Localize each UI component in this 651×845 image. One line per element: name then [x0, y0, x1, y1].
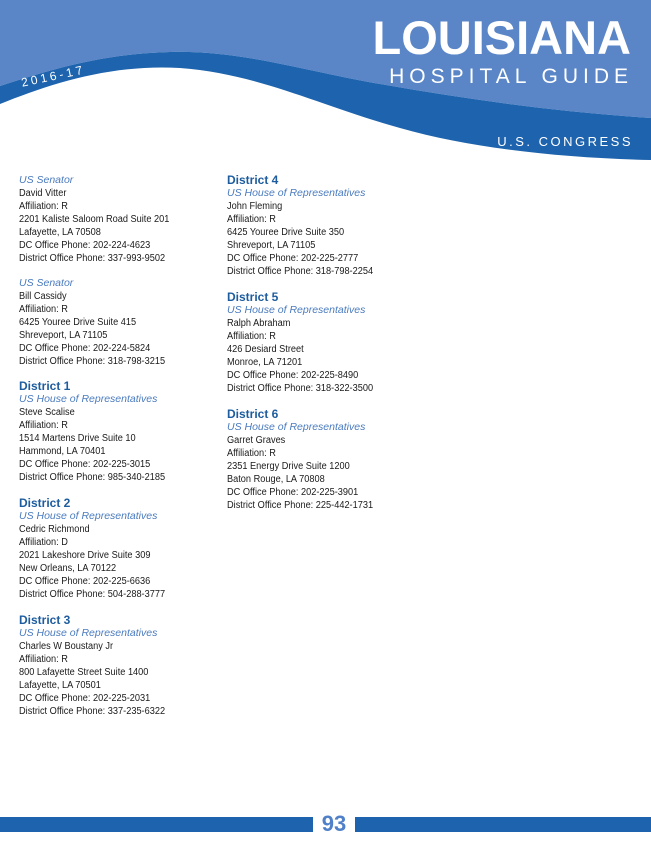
- contact-line: DC Office Phone: 202-224-5824: [19, 343, 151, 354]
- contact-line: 800 Lafayette Street Suite 1400: [19, 667, 149, 678]
- representative-entry: [19, 174, 219, 265]
- district-heading: District 6: [227, 407, 279, 421]
- contact-line: Bill Cassidy: [19, 291, 67, 302]
- contact-line: 2201 Kaliste Saloom Road Suite 201: [19, 214, 170, 225]
- representative-entry: [19, 277, 219, 368]
- contact-line: DC Office Phone: 202-225-3901: [227, 487, 359, 498]
- role-label: US House of Representatives: [227, 304, 366, 316]
- contact-line: Monroe, LA 71201: [227, 357, 303, 368]
- representative-entry: [227, 174, 427, 278]
- role-label: US Senator: [19, 174, 74, 186]
- left-column: [19, 174, 219, 731]
- footer-bar-right: [355, 817, 651, 832]
- section-label: U.S. CONGRESS: [497, 134, 633, 149]
- contact-line: District Office Phone: 318-322-3500: [227, 383, 374, 394]
- contact-line: DC Office Phone: 202-225-8490: [227, 370, 359, 381]
- contact-line: Charles W Boustany Jr: [19, 641, 114, 652]
- contact-line: 426 Desiard Street: [227, 344, 304, 355]
- role-label: US House of Representatives: [19, 510, 158, 522]
- guide-title: LOUISIANA: [372, 11, 631, 64]
- contact-line: DC Office Phone: 202-225-6636: [19, 576, 151, 587]
- role-label: US Senator: [19, 277, 74, 289]
- contact-line: Steve Scalise: [19, 407, 75, 418]
- contact-line: Ralph Abraham: [227, 318, 291, 329]
- contact-line: Garret Graves: [227, 435, 286, 446]
- contact-line: Shreveport, LA 71105: [19, 330, 108, 341]
- representative-entry: [227, 291, 427, 395]
- contact-line: Lafayette, LA 70508: [19, 227, 101, 238]
- district-heading: District 3: [19, 613, 71, 627]
- contact-line: Baton Rouge, LA 70808: [227, 474, 325, 485]
- contact-line: District Office Phone: 225-442-1731: [227, 500, 374, 511]
- edition-year: 2016-17: [20, 62, 87, 90]
- contact-line: 2351 Energy Drive Suite 1200: [227, 461, 350, 472]
- contact-line: Affiliation: R: [227, 331, 276, 342]
- contact-line: DC Office Phone: 202-225-3015: [19, 459, 151, 470]
- representative-entry: [19, 497, 219, 601]
- contact-line: Affiliation: R: [19, 420, 68, 431]
- contact-line: District Office Phone: 985-340-2185: [19, 472, 166, 483]
- contact-line: District Office Phone: 337-235-6322: [19, 706, 166, 717]
- footer-bar-left: [0, 817, 313, 832]
- contact-line: 6425 Youree Drive Suite 415: [19, 317, 137, 328]
- contact-line: 2021 Lakeshore Drive Suite 309: [19, 550, 151, 561]
- contact-line: Shreveport, LA 71105: [227, 240, 316, 251]
- right-column: [227, 174, 427, 525]
- contact-line: District Office Phone: 318-798-3215: [19, 356, 166, 367]
- contact-line: District Office Phone: 337-993-9502: [19, 253, 166, 264]
- contact-line: 1514 Martens Drive Suite 10: [19, 433, 136, 444]
- contact-line: District Office Phone: 504-288-3777: [19, 589, 166, 600]
- contact-line: Affiliation: R: [227, 448, 276, 459]
- district-heading: District 1: [19, 379, 71, 393]
- guide-subtitle: HOSPITAL GUIDE: [389, 65, 633, 88]
- contact-line: DC Office Phone: 202-225-2031: [19, 693, 151, 704]
- contact-line: Cedric Richmond: [19, 524, 90, 535]
- district-heading: District 5: [227, 290, 279, 304]
- role-label: US House of Representatives: [19, 627, 158, 639]
- role-label: US House of Representatives: [19, 393, 158, 405]
- contact-line: David Vitter: [19, 188, 67, 199]
- contact-line: 6425 Youree Drive Suite 350: [227, 227, 345, 238]
- page-number: 93: [321, 811, 347, 836]
- contact-line: Lafayette, LA 70501: [19, 680, 101, 691]
- representative-entry: [19, 380, 219, 484]
- district-heading: District 2: [19, 496, 71, 510]
- contact-line: Affiliation: R: [227, 214, 276, 225]
- contact-line: Affiliation: D: [19, 537, 68, 548]
- contact-line: Affiliation: R: [19, 654, 68, 665]
- role-label: US House of Representatives: [227, 421, 366, 433]
- district-heading: District 4: [227, 173, 279, 187]
- contact-line: Affiliation: R: [19, 201, 68, 212]
- contact-line: District Office Phone: 318-798-2254: [227, 266, 374, 277]
- representative-entry: [19, 614, 219, 718]
- contact-line: New Orleans, LA 70122: [19, 563, 117, 574]
- representative-entry: [227, 408, 427, 512]
- contact-line: John Fleming: [227, 201, 283, 212]
- contact-line: Hammond, LA 70401: [19, 446, 106, 457]
- contact-line: DC Office Phone: 202-224-4623: [19, 240, 151, 251]
- contact-line: DC Office Phone: 202-225-2777: [227, 253, 359, 264]
- role-label: US House of Representatives: [227, 187, 366, 199]
- contact-line: Affiliation: R: [19, 304, 68, 315]
- page-header: [0, 0, 651, 170]
